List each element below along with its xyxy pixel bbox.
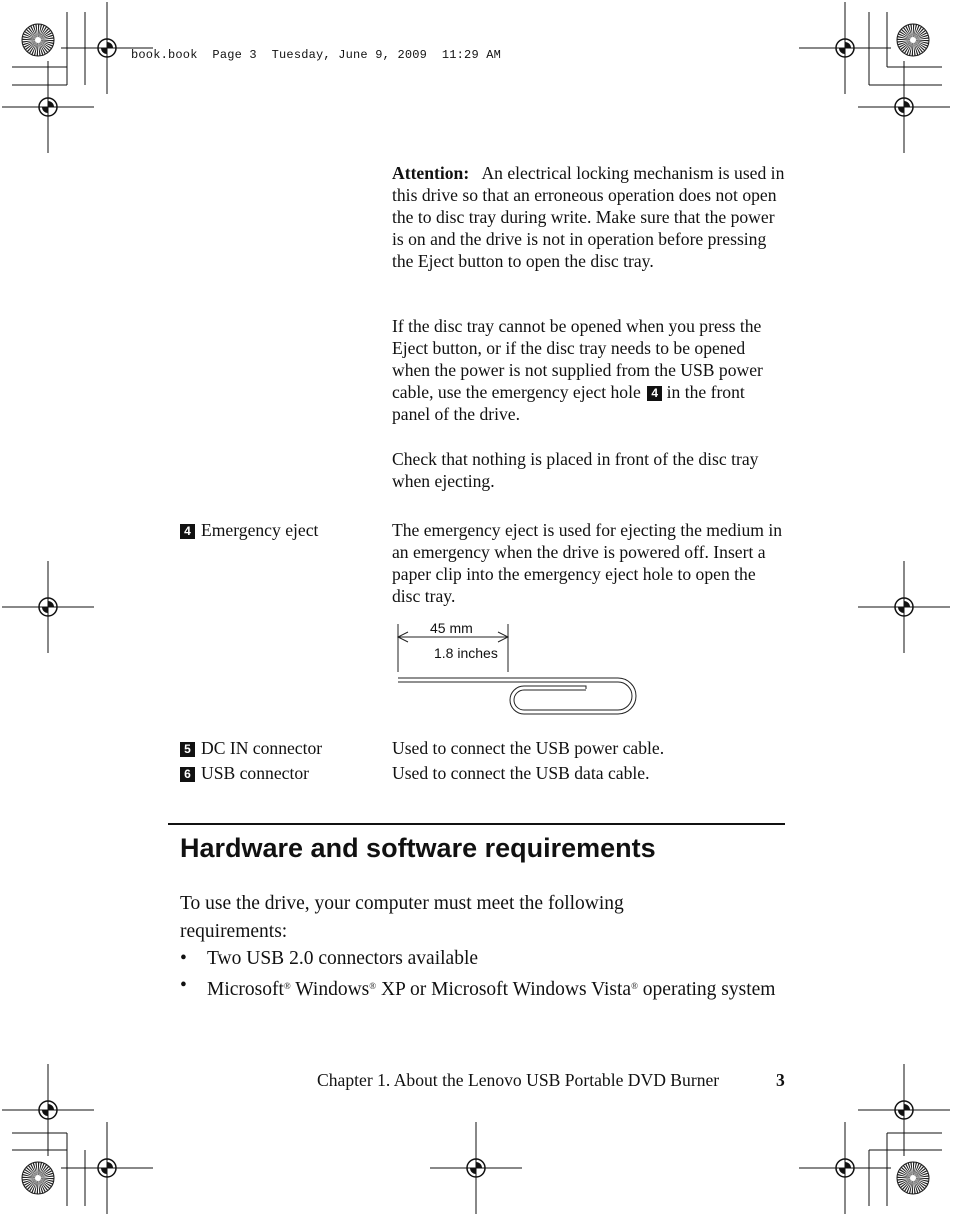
intro-paragraph: To use the drive, your computer must meet the following requirements:: [180, 893, 624, 942]
callout-number: 6: [180, 767, 195, 782]
dimension-metric: 45 mm: [430, 620, 473, 636]
callout-number: 5: [180, 742, 195, 757]
disc-tray-text: If the disc tray cannot be opened when you press the Eject button, or if the disc tray needs to be opened when the power is not supplied from the USB power cable, use the emergency eject hole: [392, 316, 763, 402]
attention-label: Attention:: [392, 163, 470, 183]
item-term-label: Emergency eject: [201, 520, 319, 540]
item-description-dc-in: Used to connect the USB power cable.: [392, 738, 665, 758]
item-term-usb: [180, 762, 309, 784]
item-term-label: DC IN connector: [201, 738, 323, 758]
print-header: book.book Page 3 Tuesday, June 9, 2009 11:29 AM: [131, 48, 502, 62]
list-item-text: Microsoft® Windows® XP or Microsoft Windows Vista® operating system: [207, 979, 776, 1000]
attention-text: An electrical locking mechanism is used in this drive so that an erroneous operation does not open the to disc tray during write. Make sure that the power is on and the drive is not in operation before pressing the Eject button to open the disc tray.: [392, 163, 785, 271]
item-description-usb: Used to connect the USB data cable.: [392, 763, 650, 783]
page-number: 3: [776, 1070, 785, 1090]
callout-number: 4: [647, 386, 662, 401]
check-paragraph: Check that nothing is placed in front of the disc tray when ejecting.: [392, 449, 759, 491]
section-heading: Hardware and software requirements: [180, 833, 656, 863]
callout-number: 4: [180, 524, 195, 539]
list-item-text: Two USB 2.0 connectors available: [207, 948, 479, 969]
bullet-marker: •: [180, 948, 187, 969]
footer-chapter-title: Chapter 1. About the Lenovo USB Portable DVD Burner: [317, 1070, 720, 1090]
item-term-label: USB connector: [201, 763, 309, 783]
bullet-marker: •: [180, 975, 187, 996]
item-description-emergency-eject: The emergency eject is used for ejecting the medium in an emergency when the drive is powered off. Insert a paper clip into the emergency eject hole to open the disc tray.: [392, 520, 783, 606]
disc-tray-text-after: in the front panel of the drive.: [392, 382, 745, 424]
dimension-imperial: 1.8 inches: [434, 645, 498, 661]
section-rule: [168, 823, 785, 825]
item-term-dc-in: [180, 737, 322, 759]
